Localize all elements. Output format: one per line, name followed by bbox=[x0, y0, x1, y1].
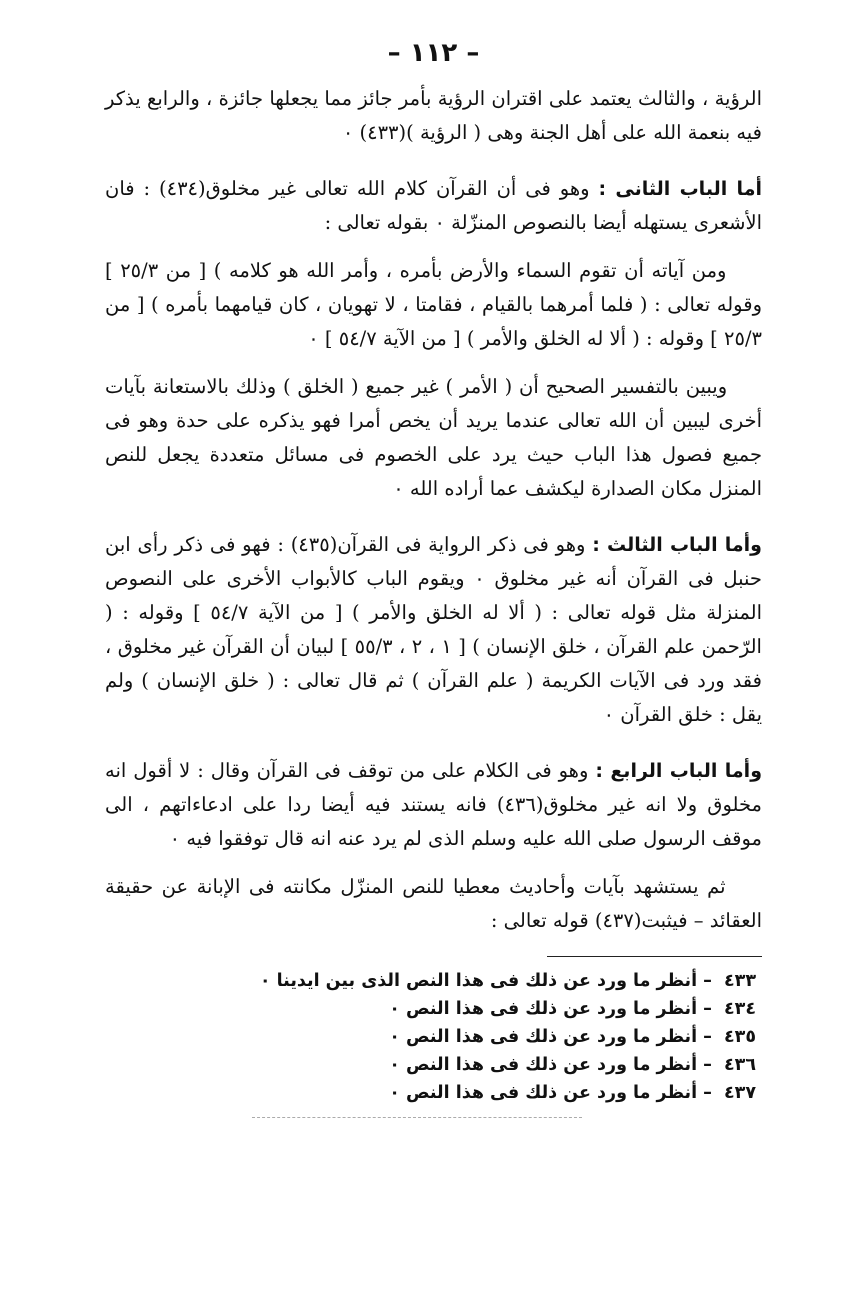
paragraph-text: ومن آياته أن تقوم السماء والأرض بأمره ، وأمر الله هو كلامه ) [ من ٢٥/٣ ] وقوله تعالى : ( فلما أمرهما بالقيام ، فقامتا ، لا تهويان ، كان قيامهما بأمره ) [ من ٢٥/٣ ] وقوله : ( ألا له الخلق والأمر ) [ من الآية ٥٤/٧ ] ٠ bbox=[105, 259, 762, 350]
footnote-text: – أنظر ما ورد عن ذلك فى هذا النص الذى بين ايدينا ٠ bbox=[259, 971, 712, 991]
footnote-text: – أنظر ما ورد عن ذلك فى هذا النص ٠ bbox=[389, 999, 712, 1019]
footnote bbox=[105, 995, 756, 1023]
paragraph-7 bbox=[105, 870, 762, 938]
footnote bbox=[105, 1079, 756, 1107]
paragraph-3 bbox=[105, 254, 762, 356]
footnote bbox=[105, 1023, 756, 1051]
paragraph-text: ثم يستشهد بآيات وأحاديث معطيا للنص المنزّل مكانته فى الإبانة عن حقيقة العقائد – فيثبت(٤٣٧) قوله تعالى : bbox=[105, 875, 762, 932]
paragraph-4 bbox=[105, 370, 762, 506]
paragraph-heading: وأما الباب الرابع : bbox=[595, 760, 763, 782]
paragraph-text: وهو فى أن القرآن كلام الله تعالى غير مخلوق(٤٣٤) : فان الأشعرى يستهله أيضا بالنصوص المنزّلة ٠ بقوله تعالى : bbox=[105, 177, 762, 234]
paragraph-5 bbox=[105, 528, 762, 732]
footnote-number: ٤٣٧ bbox=[723, 1083, 756, 1103]
scan-artifact-line bbox=[252, 1117, 582, 1118]
footnote bbox=[105, 1051, 756, 1079]
page-number: – ١١٢ – bbox=[387, 38, 480, 68]
footnote-text: – أنظر ما ورد عن ذلك فى هذا النص ٠ bbox=[389, 1027, 712, 1047]
footnote-number: ٤٣٤ bbox=[723, 999, 756, 1019]
paragraph-text: ويبين بالتفسير الصحيح أن ( الأمر ) غير جميع ( الخلق ) وذلك بالاستعانة بآيات أخرى ليبين أن الله تعالى عندما يريد أن يخص أمرا فهو يذكره على حدة وهو فى جميع فصول هذا الباب حيث يرد على الخصوم فى مسائل متعددة يجعل للنص المنزل مكان الصدارة ليكشف عما أراده الله ٠ bbox=[105, 375, 762, 500]
footnote-text: – أنظر ما ورد عن ذلك فى هذا النص ٠ bbox=[389, 1055, 712, 1075]
footnotes bbox=[105, 967, 762, 1107]
paragraph-text: الرؤية ، والثالث يعتمد على اقتران الرؤية بأمر جائز مما يجعلها جائزة ، والرابع يذكر فيه بنعمة الله على أهل الجنة وهى ( الرؤية )(٤٣٣) ٠ bbox=[105, 87, 762, 144]
footnote-text: – أنظر ما ورد عن ذلك فى هذا النص ٠ bbox=[389, 1083, 712, 1103]
body-text bbox=[105, 82, 762, 938]
footnote-number: ٤٣٥ bbox=[723, 1027, 756, 1047]
paragraph-1 bbox=[105, 82, 762, 150]
footnote bbox=[105, 967, 756, 995]
paragraph-heading: أما الباب الثانى : bbox=[598, 178, 762, 200]
paragraph-text: وهو فى الكلام على من توقف فى القرآن وقال : لا أقول انه مخلوق ولا انه غير مخلوق(٤٣٦) فانه يستند فيه أيضا ردا على ادعاءاتهم ، الى موقف الرسول صلى الله عليه وسلم الذى لم يرد عنه انه قال توفقوا فيه ٠ bbox=[105, 759, 763, 850]
footnote-number: ٤٣٣ bbox=[723, 971, 756, 991]
paragraph-2 bbox=[105, 172, 762, 240]
paragraph-heading: وأما الباب الثالث : bbox=[592, 534, 762, 556]
footnote-number: ٤٣٦ bbox=[723, 1055, 756, 1075]
paragraph-text: وهو فى ذكر الرواية فى القرآن(٤٣٥) : فهو فى ذكر رأى ابن حنبل فى القرآن أنه غير مخلوق ٠ ويقوم الباب كالأبواب الأخرى على النصوص المنزلة مثل قوله تعالى : ( ألا له الخلق والأمر ) [ من الآية ٥٤/٧ ] وقوله : ( الرّحمن علم القرآن ، خلق الإنسان ) [ ١ ، ٢ ، ٥٥/٣ ] لبيان أن القرآن غير مخلوق ، فقد ورد فى الآيات الكريمة ( علم القرآن ) ثم قال تعالى : ( خلق الإنسان ) ولم يقل : خلق القرآن ٠ bbox=[105, 533, 762, 726]
paragraph-6 bbox=[105, 754, 762, 856]
footnote-separator bbox=[547, 956, 762, 957]
